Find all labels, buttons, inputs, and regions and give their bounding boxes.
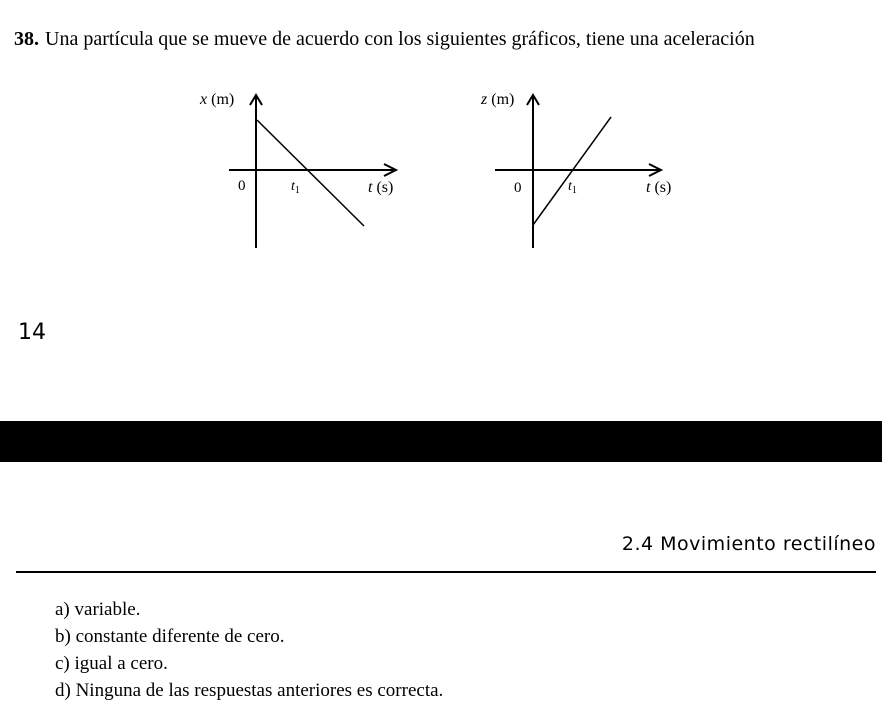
- header-rule: [16, 571, 876, 573]
- x-axis-label: t (s): [368, 179, 394, 196]
- origin-label: 0: [238, 178, 246, 194]
- t1-label: $t_1$: [291, 179, 300, 196]
- position-time-graphs: [0, 0, 882, 300]
- origin-label: 0: [514, 180, 522, 196]
- t1-label: $t_1$: [568, 179, 577, 196]
- option-a: a) variable.: [55, 599, 141, 620]
- page-number: 14: [18, 320, 46, 345]
- option-b: b) constante diferente de cero.: [55, 626, 285, 647]
- option-d: d) Ninguna de las respuestas anteriores es correcta.: [55, 680, 444, 701]
- graph-z-vs-t: [480, 91, 671, 248]
- position-line-decreasing: [257, 120, 364, 226]
- y-axis-label: x (m): [200, 91, 235, 108]
- graph-x-vs-t: [199, 91, 396, 248]
- question-text: Una partícula que se mueve de acuerdo con los siguientes gráficos, tiene una aceleración: [45, 28, 755, 50]
- y-axis-label: z (m): [481, 91, 515, 108]
- option-c: c) igual a cero.: [55, 653, 168, 674]
- answer-options: [55, 596, 443, 704]
- page-break-band: [0, 421, 882, 462]
- x-axis-label: t (s): [646, 179, 672, 196]
- section-title: 2.4 Movimiento rectilíneo: [621, 533, 876, 555]
- question-number: 38.: [14, 28, 39, 50]
